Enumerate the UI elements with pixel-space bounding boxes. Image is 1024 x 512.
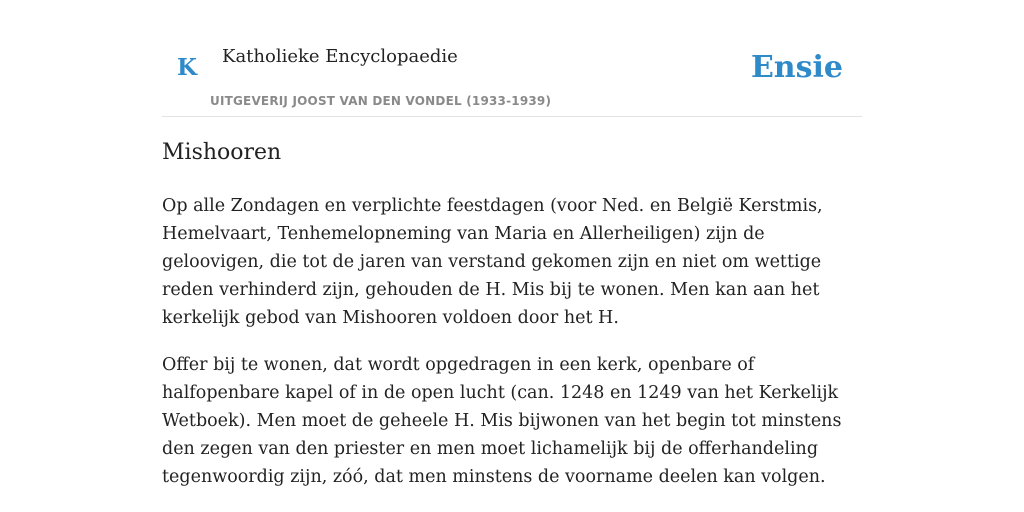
article-title: Mishooren	[162, 140, 282, 165]
publisher-label: UITGEVERIJ JOOST VAN DEN VONDEL (1933-1939)	[210, 94, 552, 108]
article-paragraph: Offer bij te wonen, dat wordt opgedragen in een kerk, openbare of halfopenbare kapel of in de open lucht (can. 1248 en 1249 van het Kerkelijk Wetboek). Men moet de geheele H. Mis bijwonen van het begin tot minstens den zegen van den priester en men moet lichamelijk bij de offerhandeling tegenwoordig zijn, zóó, dat men minstens de voorname deelen kan volgen.	[162, 355, 842, 487]
article-body	[162, 192, 862, 510]
site-header	[162, 0, 862, 117]
encyclopedia-logo-icon[interactable]: K	[177, 54, 197, 81]
ensie-brand-logo[interactable]: Ensie	[750, 50, 843, 85]
site-title[interactable]: Katholieke Encyclopaedie	[222, 46, 458, 67]
article-paragraph: Op alle Zondagen en verplichte feestdagen (voor Ned. en België Kerstmis, Hemelvaart, Tenhemelopneming van Maria en Allerheiligen) zijn de geloovigen, die tot de jaren van verstand gekomen zijn en niet om wettige reden verhinderd zijn, gehouden de H. Mis bij te wonen. Men kan aan het kerkelijk gebod van Mishooren voldoen door het H.	[162, 196, 823, 328]
